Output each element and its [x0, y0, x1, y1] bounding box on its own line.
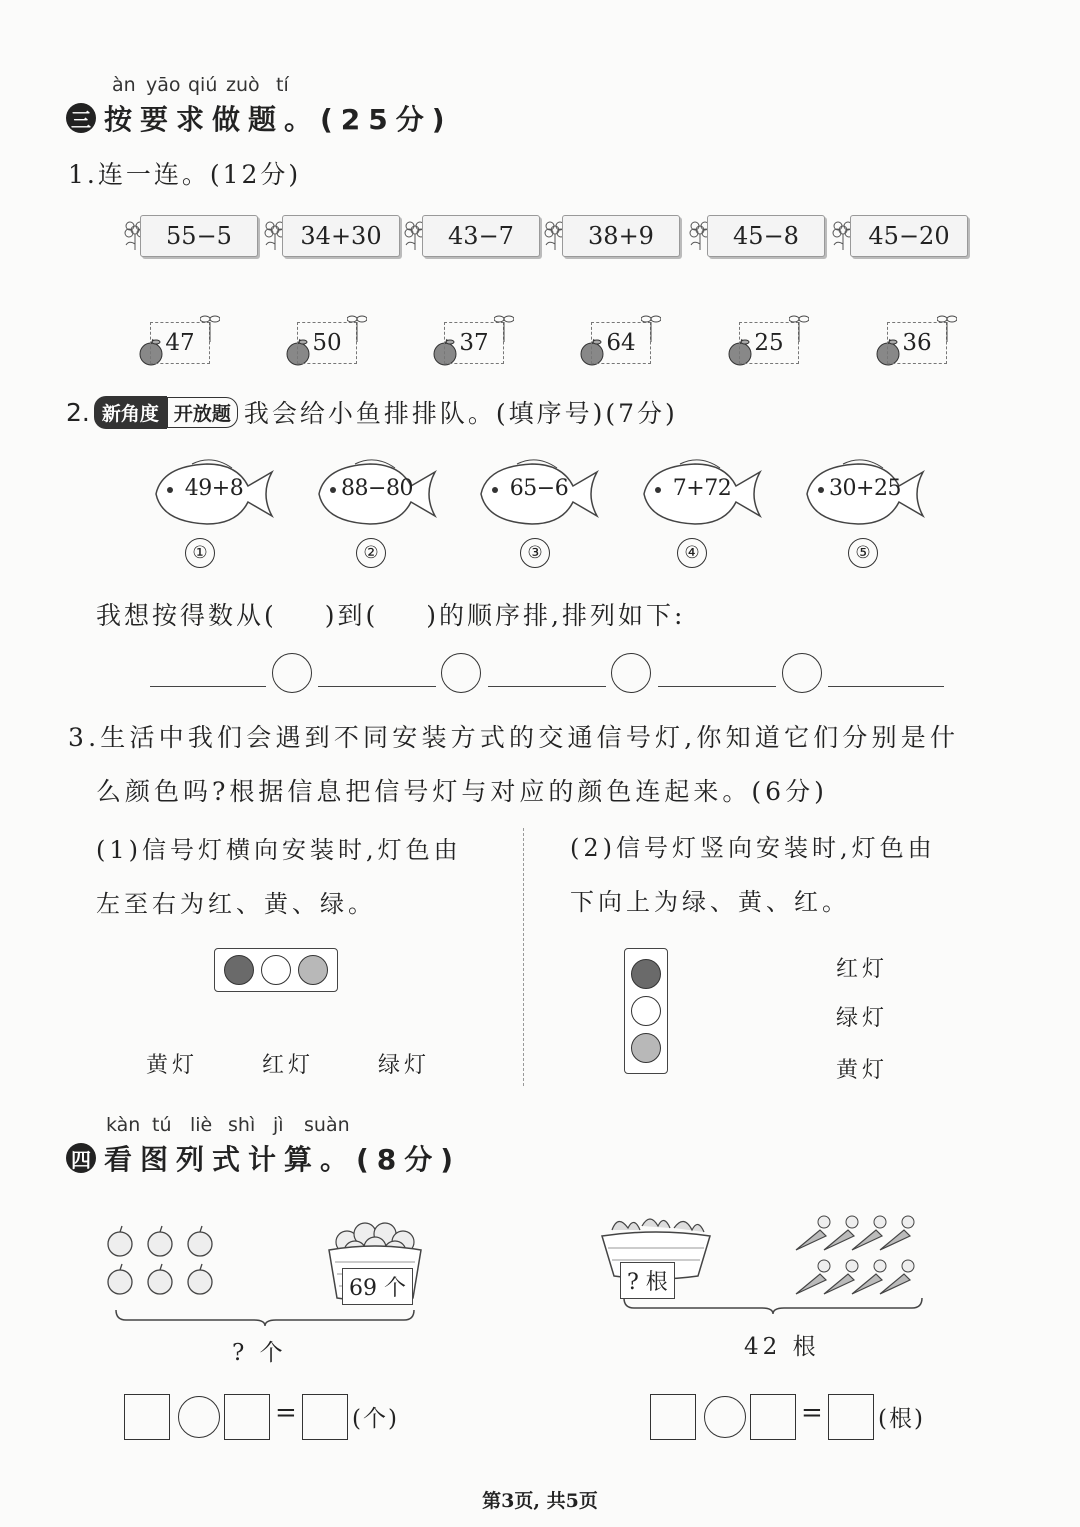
pinyin-lie: liè	[190, 1114, 213, 1136]
comparison-circle[interactable]	[441, 653, 481, 693]
equals-sign: =	[275, 1398, 297, 1428]
apples-group-icon	[104, 1224, 216, 1300]
answer-box[interactable]	[224, 1394, 270, 1440]
fish-card[interactable]	[640, 456, 764, 532]
comparison-circle[interactable]	[782, 653, 822, 693]
total-carrots-label: 42 根	[744, 1334, 820, 1360]
answer-value: 36	[887, 322, 947, 364]
lamp-dark[interactable]	[631, 959, 661, 989]
brace-icon	[114, 1308, 416, 1326]
right-color-label[interactable]: 黄灯	[836, 1058, 889, 1083]
lamp-light[interactable]	[298, 955, 328, 985]
unit-label: (根)	[878, 1406, 925, 1432]
fish-label: ①	[185, 538, 215, 568]
right-color-label[interactable]: 红灯	[836, 957, 889, 982]
fish-expression: 88−80	[341, 476, 413, 501]
pinyin-shi: shì	[228, 1114, 256, 1136]
answer-line[interactable]	[150, 686, 266, 687]
answer-box[interactable]	[750, 1394, 796, 1440]
q3-right-line2: 下向上为绿、黄、红。	[570, 888, 850, 916]
left-color-label[interactable]: 黄灯	[146, 1053, 199, 1078]
expression-card[interactable]: 55−5	[140, 215, 258, 257]
comparison-circle[interactable]	[272, 653, 312, 693]
fish-label: ③	[520, 538, 550, 568]
pinyin-qiu: qiú	[188, 74, 218, 96]
order-text-2: )到(	[324, 601, 379, 630]
answer-value: 50	[297, 322, 357, 364]
answer-box[interactable]	[650, 1394, 696, 1440]
brace-icon	[622, 1296, 924, 1314]
left-color-label[interactable]: 红灯	[262, 1053, 315, 1078]
section3-title: 按要求做题。(25分)	[104, 103, 453, 136]
pinyin-zuo: zuò	[226, 74, 260, 96]
lamp-white[interactable]	[631, 996, 661, 1026]
pinyin-tu: tú	[152, 1114, 172, 1136]
pinyin-ti: tí	[276, 74, 289, 96]
carrots-group-icon	[790, 1208, 940, 1298]
answer-line[interactable]	[828, 686, 944, 687]
answer-card[interactable]	[285, 312, 365, 368]
tag-new-angle: 新角度	[94, 396, 167, 429]
q3-left-line2: 左至右为红、黄、绿。	[96, 890, 376, 918]
section4-title: 看图列式计算。(8分)	[104, 1143, 462, 1176]
column-divider	[523, 828, 524, 1086]
answer-box[interactable]	[828, 1394, 874, 1440]
expression-card[interactable]: 34+30	[282, 215, 400, 257]
answer-value: 47	[150, 322, 210, 364]
q3-line1: 3.生活中我们会遇到不同安装方式的交通信号灯,你知道它们分别是什	[68, 723, 960, 752]
left-color-label[interactable]: 绿灯	[378, 1053, 431, 1078]
answer-value: 37	[444, 322, 504, 364]
fish-card[interactable]	[152, 456, 276, 532]
sprout-icon	[494, 312, 514, 342]
lamp-light[interactable]	[631, 1033, 661, 1063]
operator-circle[interactable]	[178, 1396, 220, 1438]
answer-value: 25	[739, 322, 799, 364]
section3-badge: 三	[66, 103, 96, 133]
tag-open-question: 开放题	[167, 397, 238, 428]
fish-card[interactable]	[803, 456, 927, 532]
fish-expression: 7+72	[672, 476, 732, 501]
pinyin-kan: kàn	[106, 1114, 141, 1136]
sprout-icon	[641, 312, 661, 342]
answer-line[interactable]	[318, 686, 436, 687]
pinyin-suan: suàn	[304, 1114, 350, 1136]
fish-label: ②	[356, 538, 386, 568]
operator-circle[interactable]	[704, 1396, 746, 1438]
basket-count-label: ? 根	[620, 1262, 675, 1299]
answer-value: 64	[591, 322, 651, 364]
answer-card[interactable]	[579, 312, 659, 368]
answer-card[interactable]	[432, 312, 512, 368]
q3-right-line1: (2)信号灯竖向安装时,灯色由	[570, 834, 936, 862]
section4-heading	[66, 1138, 461, 1178]
answer-box[interactable]	[302, 1394, 348, 1440]
total-apples-label: ? 个	[232, 1340, 287, 1366]
lamp-white[interactable]	[261, 955, 291, 985]
q2-header	[66, 394, 678, 430]
q3-line2: 么颜色吗?根据信息把信号灯与对应的颜色连起来。(6分)	[96, 777, 828, 806]
sprout-icon	[200, 312, 220, 342]
fish-label: ④	[677, 538, 707, 568]
answer-card[interactable]	[875, 312, 955, 368]
order-sentence	[96, 596, 685, 632]
pinyin-an: àn	[112, 74, 136, 96]
answer-card[interactable]	[727, 312, 807, 368]
pinyin-ji: jì	[273, 1114, 284, 1136]
q2-number: 2.	[66, 397, 90, 427]
q2-title: 我会给小鱼排排队。(填序号)(7分)	[243, 399, 678, 428]
fish-label: ⑤	[848, 538, 878, 568]
horizontal-traffic-light	[214, 948, 338, 992]
right-color-label[interactable]: 绿灯	[836, 1006, 889, 1031]
fish-card[interactable]	[315, 456, 439, 532]
answer-line[interactable]	[488, 686, 606, 687]
basket-count-label: 69 个	[342, 1268, 413, 1305]
sprout-icon	[937, 312, 957, 342]
order-text-1: 我想按得数从(	[96, 601, 277, 630]
q1-title: 1.连一连。(12分)	[68, 160, 302, 189]
order-text-3: )的顺序排,排列如下:	[426, 601, 686, 630]
answer-card[interactable]	[138, 312, 218, 368]
equals-sign: =	[801, 1398, 823, 1428]
fish-expression: 65−6	[509, 476, 569, 501]
expression-card[interactable]: 45−20	[850, 215, 968, 257]
pinyin-yao: yāo	[146, 74, 181, 96]
fish-card[interactable]	[477, 456, 601, 532]
sprout-icon	[347, 312, 367, 342]
expression-card[interactable]: 38+9	[562, 215, 680, 257]
lamp-dark[interactable]	[224, 955, 254, 985]
section4-badge: 四	[66, 1143, 96, 1173]
sprout-icon	[789, 312, 809, 342]
answer-box[interactable]	[124, 1394, 170, 1440]
expression-card[interactable]: 45−8	[707, 215, 825, 257]
fish-expression: 49+8	[184, 476, 244, 501]
vertical-traffic-light	[624, 948, 668, 1074]
section3-heading	[66, 98, 453, 138]
fish-expression: 30+25	[829, 476, 901, 501]
unit-label: (个)	[352, 1406, 399, 1432]
page-footer: 第3页, 共5页	[482, 1490, 598, 1512]
q3-left-line1: (1)信号灯横向安装时,灯色由	[96, 836, 462, 864]
answer-line[interactable]	[658, 686, 776, 687]
expression-card[interactable]: 43−7	[422, 215, 540, 257]
comparison-circle[interactable]	[611, 653, 651, 693]
